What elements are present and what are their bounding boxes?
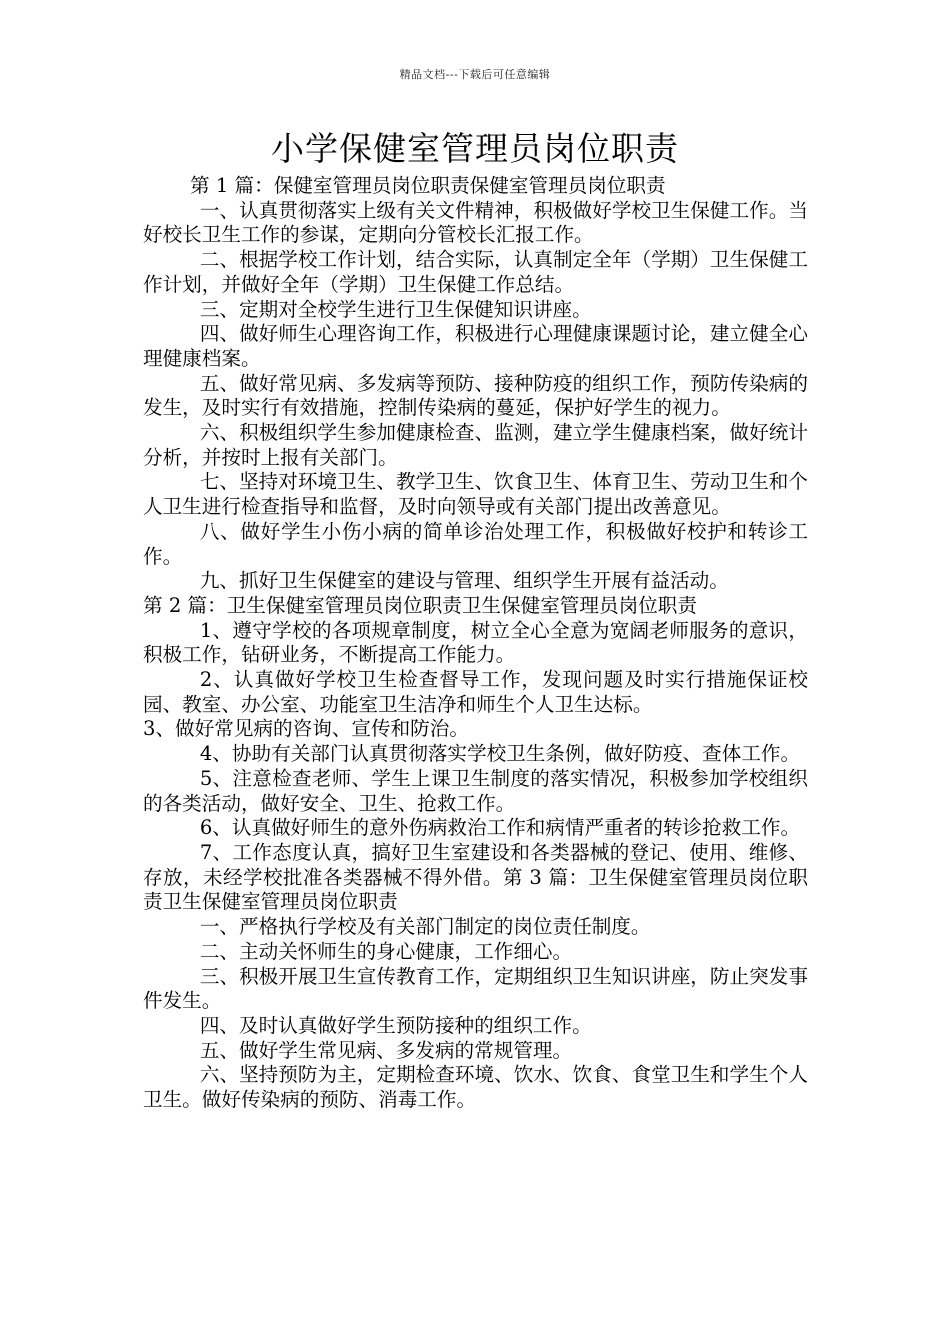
- paragraph: 六、坚持预防为主，定期检查环境、饮水、饮食、食堂卫生和学生个人卫生。做好传染病的预防、消毒工作。: [143, 1063, 808, 1112]
- paragraph: 三、定期对全校学生进行卫生保健知识讲座。: [199, 297, 592, 321]
- paragraph: 4、协助有关部门认真贯彻落实学校卫生条例，做好防疫、查体工作。: [199, 742, 801, 766]
- document-title: 小学保健室管理员岗位职责: [271, 129, 679, 168]
- paragraph: 1、遵守学校的各项规章制度，树立全心全意为宽阔老师服务的意识，积极工作，钻研业务，不断提高工作能力。: [143, 618, 808, 667]
- paragraph: 二、根据学校工作计划，结合实际，认真制定全年（学期）卫生保健工作计划，并做好全年（学期）卫生保健工作总结。: [143, 248, 808, 296]
- paragraph: 八、做好学生小伤小病的简单诊治处理工作，积极做好校护和转诊工作。: [143, 519, 808, 568]
- paragraph: 2、认真做好学校卫生检查督导工作，发现问题及时实行措施保证校园、教室、办公室、功能室卫生洁净和师生个人卫生达标。: [143, 668, 808, 716]
- paragraph: 一、认真贯彻落实上级有关文件精神，积极做好学校卫生保健工作。当好校长卫生工作的参谋，定期向分管校长汇报工作。: [143, 198, 808, 247]
- page-header-note: 精品文档---下载后可任意编辑: [399, 68, 551, 81]
- paragraph: 四、及时认真做好学生预防接种的组织工作。: [199, 1013, 592, 1037]
- paragraph: 3、做好常见病的咨询、宣传和防治。: [143, 717, 469, 741]
- paragraph: 6、认真做好师生的意外伤病救治工作和病情严重者的转诊抢救工作。: [199, 816, 801, 840]
- paragraph: 一、严格执行学校及有关部门制定的岗位责任制度。: [199, 915, 651, 939]
- paragraph: 二、主动关怀师生的身心健康，工作细心。: [199, 939, 573, 963]
- paragraph: 五、做好学生常见病、多发病的常规管理。: [199, 1038, 573, 1062]
- section-heading-1: 第 1 篇：保健室管理员岗位职责保健室管理员岗位职责: [190, 174, 666, 197]
- paragraph: 三、积极开展卫生宣传教育工作，定期组织卫生知识讲座，防止突发事件发生。: [143, 964, 808, 1013]
- paragraph: 7、工作态度认真，搞好卫生室建设和各类器械的登记、使用、维修、存放，未经学校批准各类器械不得外借。第 3 篇：卫生保健室管理员岗位职责卫生保健室管理员岗位职责: [143, 840, 808, 914]
- paragraph: 六、积极组织学生参加健康检查、监测，建立学生健康档案，做好统计分析，并按时上报有关部门。: [143, 421, 808, 469]
- paragraph: 九、抓好卫生保健室的建设与管理、组织学生开展有益活动。: [199, 569, 729, 593]
- paragraph: 五、做好常见病、多发病等预防、接种防疫的组织工作，预防传染病的发生，及时实行有效措施，控制传染病的蔓延，保护好学生的视力。: [143, 371, 808, 420]
- paragraph: 5、注意检查老师、学生上课卫生制度的落实情况，积极参加学校组织的各类活动，做好安全、卫生、抢救工作。: [143, 766, 808, 815]
- paragraph: 七、坚持对环境卫生、教学卫生、饮食卫生、体育卫生、劳动卫生和个人卫生进行检查指导和监督，及时向领导或有关部门提出改善意见。: [143, 470, 808, 519]
- paragraph: 四、做好师生心理咨询工作，积极进行心理健康课题讨论，建立健全心理健康档案。: [143, 322, 808, 370]
- document-body: [143, 174, 808, 1113]
- section-heading-2: 第 2 篇：卫生保健室管理员岗位职责卫生保健室管理员岗位职责: [143, 593, 697, 617]
